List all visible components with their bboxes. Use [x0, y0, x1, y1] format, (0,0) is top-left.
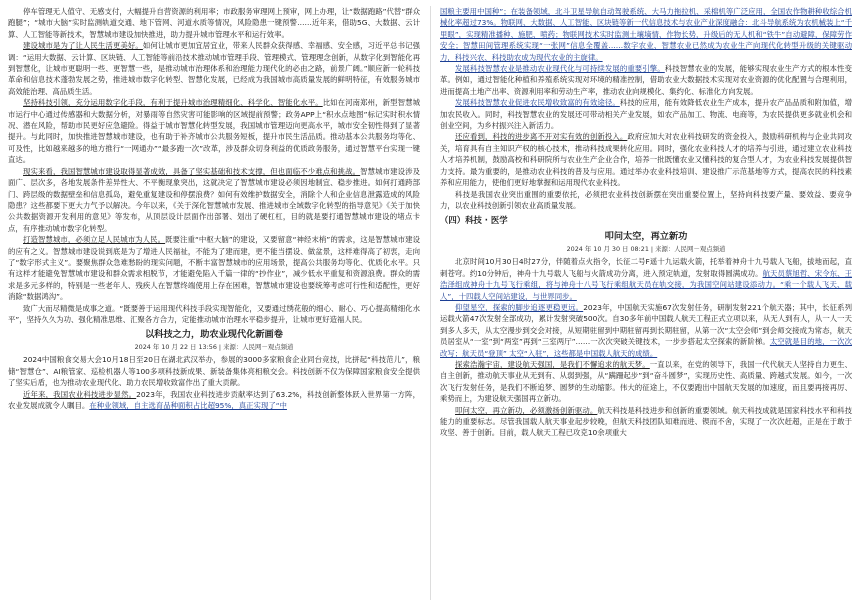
article-meta-space: 2024 年 10 月 30 日 08:21 | 来源：人民网－观点频道 [566, 245, 726, 254]
paragraph-farmer-income: 发展科技智慧农业促进农民增收致富的有效途径。科技的应用，能有效降低农业生产成本，提升农产品品质和附加值，增加农民收入。同时，科技智慧农业的发展还可带动相关产业发展，如农产品加工、物流、电商等，为农民提供更多就业机会和创业空间，为乡村振兴注入新活力。 [440, 98, 852, 131]
key-sentence: 发展科技智慧农业是推动农业现代化与可持续发展的重要引擎。 [455, 64, 665, 74]
key-sentence: 仰望星空，探索的脚步追逐更稳更远。 [455, 302, 584, 312]
paragraph-conclusion: 致广大而尽精微是成事之道。“既要善于运用现代科技手段实现智能化，又要通过绣花般的细心、耐心、巧心提高精细化水平”，坚持久久为功、强化精准思维、汇聚各方合力，定能推动城市治理水平稳步提升，让城市更好造福人民。 [8, 303, 420, 324]
paragraph-innovation-drive: 叩问太空，再立新功，必须激扬创新驱动。航天科技是科技进步和创新的重要领域。航天科技成就是国家科技水平和科技能力的重要标志。尽管我国载人航天事业起步较晚，但航天科技团队知难而进、锲而不舍，实现了一次次赶超，正是在于敢于攻坚、善于创新。目前，载人航天工程已攻克10余项重大 [440, 405, 852, 438]
key-sentence: 探索浩瀚宇宙，建设航天强国，是我们不懈追求的航天梦。 [455, 359, 650, 369]
paragraph-tech-lead: 坚持科技引领，充分运用数字化手段，有利于提升城市治理精细化、科学化、智能化水平。比如在河南郑州，新型智慧城市运行中心通过传感器和大数据分析，对暴雨等自然灾害可能影响的区域提前预警；政务APP上“积水点地图”标记实时积水情况、潜在风险，帮助市民更好应急避险。得益于城市智慧化转型发展，我国城市管理迈向更高水平，城市安全韧性得到了显著提升。与此同时，加快推进智慧城市建设，也有助于补齐城市公共服务短板，提升市民生活品质。推动基本公共服务均等化、可及性，比如越来越多的地方推行“一网通办”“最多跑一次”改革，涉及群众切身利益的优质政务服务，通过智慧平台实现一键直达。 [8, 98, 420, 165]
highlighted-sentence: 在种业领域，自主选育品种面积占比超95%，真正实现了“中 [89, 401, 287, 410]
article-meta-agriculture: 2024 年 10 月 22 日 13:56 | 来源：人民网－观点频道 [134, 343, 294, 352]
paragraph-people-city: 打造智慧城市，必须立足人民城市为人民。既要注重“中枢大脑”的建设，又要留意“神经末梢”的需求，这是智慧城市建设的应有之义。智慧城市建设说到底是为了增进人民福祉，不能为了建而建，更不能当摆设、做盆景，这样难得高了初衷，走向了“数字形式主义”。要聚焦群众急难愁盼的现实问题，不断丰富智慧城市的应用场景，提高公共服务均等化、优质化水平。只有这样才能避免智慧城市建设和群众需求相脱节，才能避免陷入千篇一律的“抄作业”，减少低水平重复和资源浪费。群众的需求是多元多样的，特别是一些老年人、残疾人在智慧终端使用上存在困难，智慧城市建设也要统筹考虑可行性和适配性，更好消除“数据鸿沟”。 [8, 235, 420, 302]
paragraph-agri-progress: 近年来，我国农业科技进步显然。2023年，我国农业科技进步贡献率达到了63.2%，科技创新整体跃入世界第一方阵，农业发展成就令人瞩目。在种业领域，自主选育品种面积占比超95%，真正实现了“中 [8, 389, 420, 410]
paragraph-space-dream: 探索浩瀚宇宙，建设航天强国，是我们不懈追求的航天梦。一直以来，在党的领导下，我国一代代航天人坚持自力更生、自主创新，推动航天事业从无到有、从弱到强，从“蹒跚起步”到“奋斗圆梦”，实现历史性、高质量、跨越式发展。如今，一次次飞行发射任务，是我们不断追梦、圆梦的生动缩影。伟大的征途上，不仅要跑出中国航天发展的加速度，而且要再接再厉、乘势而上，为建设航天强国再立新功。 [440, 359, 852, 404]
left-column [8, 6, 420, 604]
highlighted-sentence: 航天员蔡旭哲、宋令东、王浩泽组成神舟十九号飞行乘组，将与神舟十八号飞行乘组航天员在轨交接，为我国空间站建设添动力。“乘一个载人飞天、载人”，十四载人空间站建设，与世界同步。 [440, 268, 852, 301]
key-sentence: 还应看到，科技的进步离不开对实有效的创新投入。 [455, 132, 628, 142]
paragraph-space-achievements: 仰望星空，探索的脚步追逐更稳更远。2023年，中国航天实施67次发射任务，研制发射221个航天器；其中，长征系列运载火箭47次发射全部成功，累计发射突破500次。自30多年前中国载人航天工程正式立项以来，从无人到有人，从一人一天到多人多天，从太空漫步到交会对接，从短期驻留到中期驻留再到长期驻留，从第一次“太空会师”到会师交接成为常态，航天员居室从“一室”到“两室”再到“三室两厅”……一次次突破关键技术，一步步搭起太空探索的新阶梯。太空就是目的地，一次次改写；航天员“登顶” 太空“入驻”，这些都是中国载人航天的成绩。 [440, 302, 852, 358]
right-column [440, 6, 852, 604]
paragraph-city-livable: 建设城市是为了让人民生活更美好。如何让城市更加宜居宜业，带来人民群众获得感、幸福感、安全感，习近平总书记强调：“运用大数据、云计算、区块链、人工智能等前沿技术推动城市管理手段、管理模式、管理理念创新，从数字化到智能化再到智慧化，让城市更聪明一些、更智慧一些，是推动城市治理体系和治理能力现代化的必由之路，前景广阔。”顺应新一轮科技革命和信息技术蓬勃发展之势，推进城市数字化转型、智慧化发展，已经成为我国城市高质量发展的鲜明特征，有效服务城市高效能治理、高品质生活。 [8, 41, 420, 96]
highlighted-sentence: 国粮主要用中国种”；在装备领域，北斗卫星导航自动驾驶系统、大马力拖拉机、采棉机等广泛应用，全国农作物耕种收综合机械化率超过73%。物联网、大数据、人工智能、区块链等新一代信息技术与农业产业深度融合：北斗导航系统为农机械装上“千里眼”，实现精准播种、施肥、喷药；物联网技术实时监测土壤墒情、作物长势，升级后的无人机和“铁牛”自动避障，保障劳作安全；智慧田间管理系统实现“一张网”信息全覆盖……数字农业、智慧农业已然成为农业生产向现代化转型升级的关键驱动力，科技兴农、科技助农成为现代农业的主旋律。 [440, 7, 852, 62]
key-sentence: 坚持科技引领，充分运用数字化手段，有利于提升城市治理精细化、科学化、智能化水平。 [23, 98, 323, 108]
paragraph-agri-tech [440, 6, 852, 63]
paragraph-grain-fair: 2024中国粮食交易大会10月18日至20日在湖北武汉举办，参展的3000多家粮食企业同台竞技，比拼起“科技范儿”，粮储“智慧仓”、AI粮管家、巡检机器人等100多项科技新成果、新装备集体亮相粮交会。科技创新不仅为保障国家粮食安全提供了坚实后盾，也为推动农业现代化、助力农民增收致富作出了重大贡献。 [8, 355, 420, 388]
article-title-agriculture: 以科技之力，助农业现代化新画卷 [145, 329, 283, 341]
paragraph-innovation-investment: 还应看到，科技的进步离不开对实有效的创新投入。政府应加大对农业科技研发的资金投入，鼓励科研机构与企业共同攻关，培育具有自主知识产权的核心技术，推动科技成果转化应用。同时，强化农业科技人才的培养与引进，通过建立农业科技人才培养机制，鼓励高校和科研院所与农业生产企业合作，培养一批既懂农业又懂科技的复合型人才，为农业科技发展提供智力支持。最为重要的，是推动农业科技的普及与应用。通过举办农业科技培训、建设推广示范基地等方式，提高农民的科技素养和应用能力，使他们更好地掌握和运用现代农业科技。 [440, 132, 852, 188]
key-sentence: 近年来，我国农业科技进步显然。 [23, 389, 137, 399]
highlighted-sentence: 太空就是目的地，一次次改写；航天员“登顶” 太空“入驻”，这些都是中国载人航天的成绩。 [440, 337, 852, 358]
key-sentence: 建设城市是为了让人民生活更美好。 [23, 41, 143, 51]
article-title-space: 叩问太空，再立新功 [604, 231, 688, 243]
paragraph-agri-conclusion: 科技是我国农业突出重围的重要依托，必须把农业科技创新摆在突出重要位置上，坚持向科技要产量、要效益、要竞争力，以农业科技创新引领农业高质量发展。 [440, 189, 852, 210]
paragraph-launch: 北京时间10月30日4时27分，伴随着点火指令，长征二号F遥十九运载火箭，托举着神舟十九号载人飞船，拔地而起，直刺苍穹。约10分钟后，神舟十九号载人飞船与火箭成功分离，进入预定轨道，发射取得圆满成功。航天员蔡旭哲、宋令东、王浩泽组成神舟十九号飞行乘组，将与神舟十八号飞行乘组航天员在轨交接，为我国空间站建设添动力。“乘一个载人飞天、载人”，十四载人空间站建设，与世界同步。 [440, 257, 852, 301]
paragraph-challenges: 现实来看，我国智慧城市建设取得显著成效，具备了坚实基础和技术支撑，但也面临不少难点和挑战。智慧城市建设涉及面广、层次多，各地发展条件差异性大、不平衡现象突出，这就决定了智慧城市建设必须因地制宜、稳步推进。如何打通跨部门、跨层级的数据壁垒和信息孤岛，避免重复建设和停摆浪费？如何有效维护数据安全，消除个人和企业信息泄露造成的风险隐患？这些都要下更大力气予以解决。今年以来，《关于深化智慧城市发展、推进城市全域数字化转型的指导意见》《关于加快公共数据资源开发利用的意见》等发布，从顶层设计层面作出部署、划出了硬杠杠，目的就是要打通智慧城市建设的堵点卡点，有序推动城市数字化转型。 [8, 166, 420, 233]
key-sentence: 发展科技智慧农业促进农民增收致富的有效途径。 [455, 98, 620, 108]
key-sentence: 现实来看，我国智慧城市建设取得显著成效，具备了坚实基础和技术支撑，但也面临不少难点和挑战。 [23, 166, 361, 176]
column-divider [430, 6, 431, 600]
key-sentence: 打造智慧城市，必须立足人民城市为人民。 [23, 235, 166, 245]
paragraph-smart-agri-engine: 发展科技智慧农业是推动农业现代化与可持续发展的重要引擎。科技智慧农业的发展，能够实现农业生产方式的根本性变革。例如，通过智能化种植和养殖系统实现对环境的精准控制，借助农业大数据技术实现对农业资源的优化配置与合理利用，进而提高土地产出率、资源利用率和劳动生产率，推动农业向规模化、集约化、标准化方向发展。 [440, 64, 852, 96]
key-sentence: 叩问太空，再立新功，必须激扬创新驱动。 [455, 405, 598, 415]
paragraph-smart-city-intro: 停车管理无人值守、无感支付，大幅提升自营资源的利用率；市政服务审理网上预审，网上办理，让“数据跑路”代替“群众跑腿”；“城市大脑”实时监测轨道交通、地下管网、河道水质等情况，风险隐患一键预警……近年来，借助5G、大数据、云计算、人工智能等新技术，智慧城市建设加快推进，助力提升城市管理水平和运行效率。 [8, 7, 420, 39]
section-heading: （四）科技 · 医学 [440, 215, 508, 226]
